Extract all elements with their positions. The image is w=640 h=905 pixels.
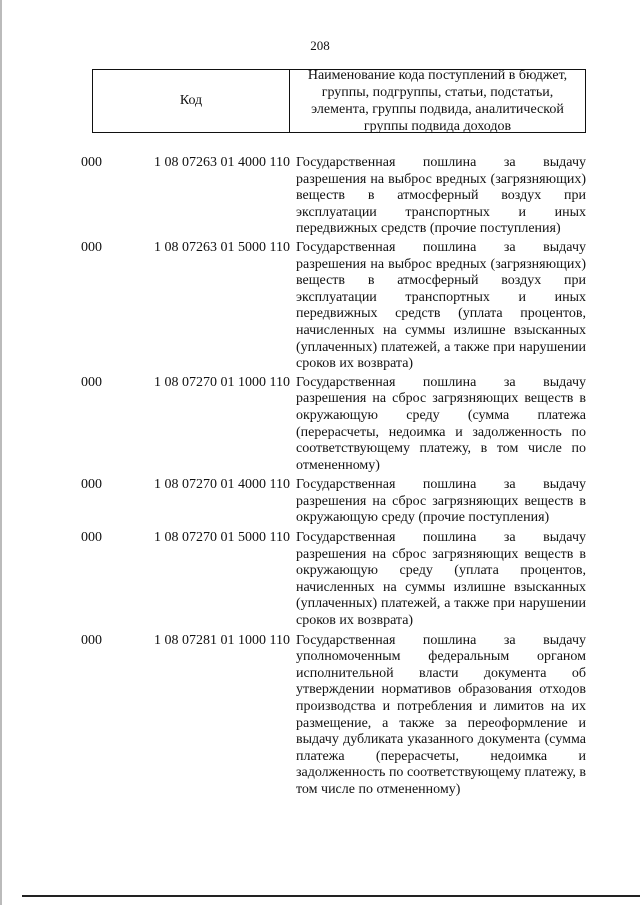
header-code-label: Код — [93, 70, 290, 132]
table-row — [0, 240, 640, 373]
admin-code: 000 — [81, 155, 102, 170]
header-name-label: Наименование кода поступлений в бюджет, группы, подгруппы, статьи, подстатьи, элемента, группы подвида, аналитической группы подвида доходов — [307, 68, 568, 134]
revenue-code: 1 08 07263 01 5000 110 — [154, 239, 290, 255]
revenue-description: Государственная пошлина за выдачу уполномоченным федеральным органом исполнительной власти документа об утверждении нормативов образования отходов производства и потребления и лимитов на их размещение, а также за переоформление и выдачу дубликата указанного документа (сумма платежа (перерасчеты, недоимка и задолженность по соответствующему платежу, в том числе по отмененному) — [296, 632, 586, 797]
scan-bottom-edge — [22, 895, 640, 897]
admin-code: 000 — [81, 374, 102, 390]
page-number: 208 — [310, 38, 330, 53]
revenue-description: Государственная пошлина за выдачу разрешения на сброс загрязняющих веществ в окружающую среду (уплата процентов, начисленных на суммы излишне взысканных (уплаченных) платежей, а также при нарушении сроков их возврата) — [296, 530, 586, 629]
table-row — [0, 477, 640, 527]
revenue-code: 1 08 07270 01 4000 110 — [154, 477, 290, 493]
revenue-code: 1 08 07270 01 5000 110 — [154, 530, 290, 546]
table-body — [0, 155, 640, 799]
revenue-code: 1 08 07263 01 4000 110 — [154, 155, 290, 170]
revenue-description: Государственная пошлина за выдачу разрешения на выброс вредных (загрязняющих) веществ в атмосферный воздух при эксплуатации транспортных и иных передвижных средств (прочие поступления) — [296, 155, 586, 237]
table-row — [0, 155, 640, 238]
admin-code: 000 — [81, 477, 102, 493]
table-row — [0, 633, 640, 799]
table-header — [92, 69, 586, 133]
admin-code: 000 — [81, 239, 102, 255]
revenue-description: Государственная пошлина за выдачу разрешения на сброс загрязняющих веществ в окружающую среду (прочие поступления) — [296, 477, 586, 526]
revenue-code: 1 08 07270 01 1000 110 — [154, 374, 290, 390]
revenue-description: Государственная пошлина за выдачу разрешения на выброс вредных (загрязняющих) веществ в атмосферный воздух при эксплуатации транспортных и иных передвижных средств (уплата процентов, начисленных на суммы излишне взысканных (уплаченных) платежей, а также при нарушении сроков их возврата) — [296, 239, 586, 372]
table-row — [0, 530, 640, 630]
table-row — [0, 375, 640, 475]
revenue-code: 1 08 07281 01 1000 110 — [154, 632, 290, 648]
admin-code: 000 — [81, 530, 102, 546]
revenue-description: Государственная пошлина за выдачу разрешения на сброс загрязняющих веществ в окружающую среду (сумма платежа (перерасчеты, недоимка и задолженность по соответствующему платежу, в том числе по отмененному) — [296, 374, 586, 473]
admin-code: 000 — [81, 632, 102, 648]
